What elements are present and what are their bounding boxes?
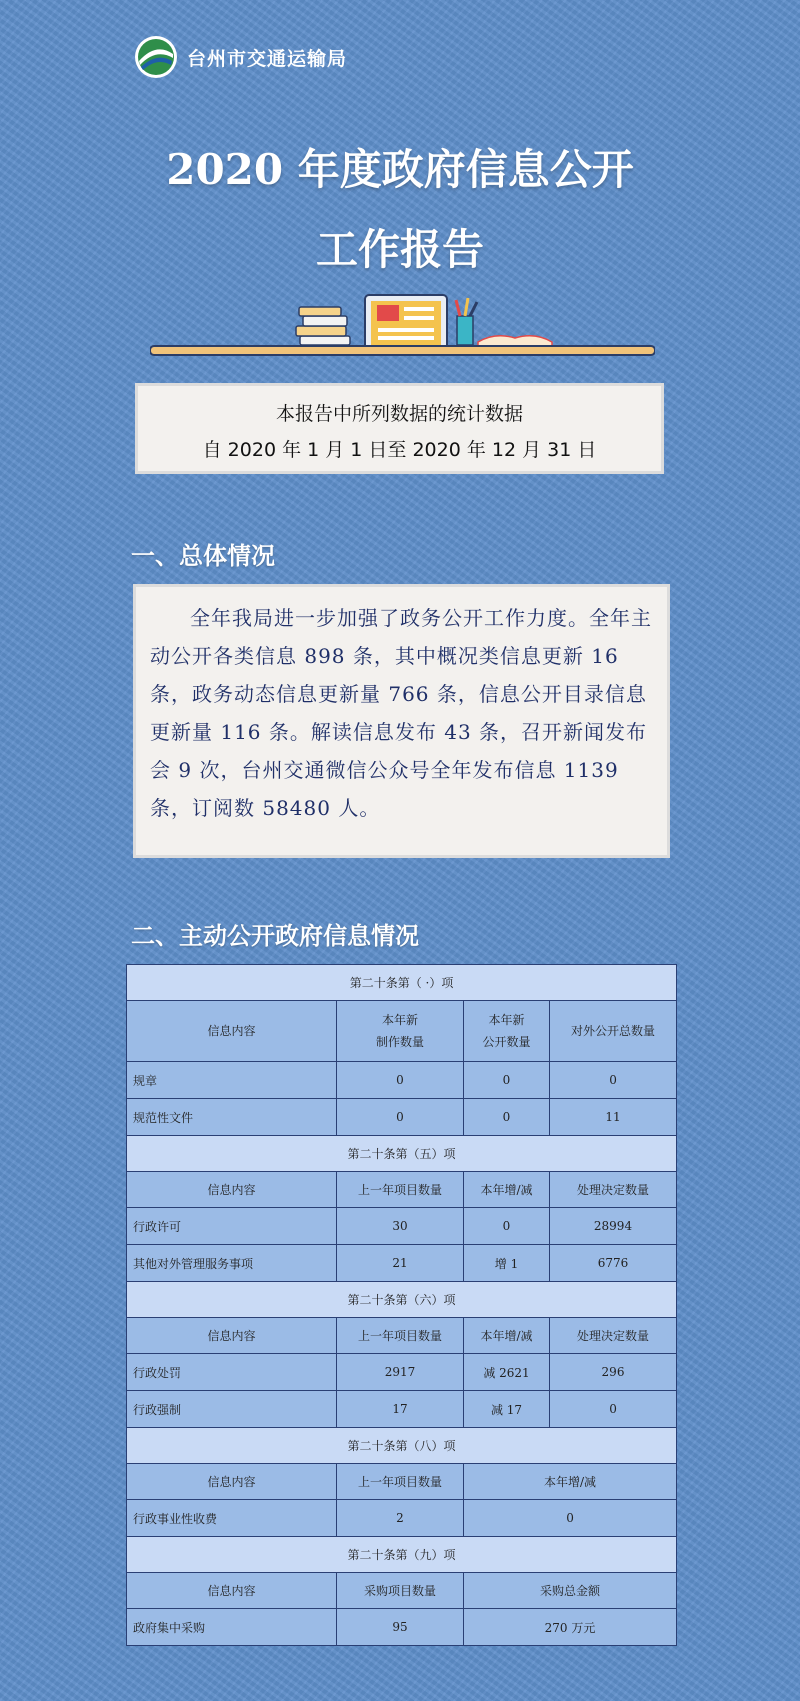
proactive-disclosure-table	[126, 964, 677, 1646]
table-row	[127, 1099, 677, 1136]
table-section-header	[127, 1537, 677, 1573]
table-cell: 0	[464, 1062, 550, 1099]
proactive-disclosure-section-title: 二、主动公开政府信息情况	[131, 922, 419, 950]
column-header: 信息内容	[127, 1318, 337, 1354]
column-header: 采购项目数量	[337, 1573, 464, 1609]
table-section-header	[127, 965, 677, 1001]
row-label: 规范性文件	[127, 1099, 337, 1136]
table-row	[127, 1391, 677, 1428]
column-header: 信息内容	[127, 1001, 337, 1062]
table-section-header	[127, 1136, 677, 1172]
table-cell: 减 2621	[464, 1354, 550, 1391]
column-header: 信息内容	[127, 1172, 337, 1208]
row-label: 行政强制	[127, 1391, 337, 1428]
section-title-cell: 第二十条第（ ·）项	[127, 965, 677, 1001]
row-label: 行政事业性收费	[127, 1500, 337, 1537]
statistics-period-box	[135, 383, 664, 474]
period-line-2: 自 2020 年 1 月 1 日至 2020 年 12 月 31 日	[202, 439, 597, 461]
table-cell: 30	[337, 1208, 464, 1245]
row-label: 规章	[127, 1062, 337, 1099]
report-title-line2: 工作报告	[315, 225, 484, 274]
table-cell: 21	[337, 1245, 464, 1282]
table-cell: 0	[337, 1099, 464, 1136]
row-label: 行政许可	[127, 1208, 337, 1245]
table-section-header	[127, 1428, 677, 1464]
table-row	[127, 1354, 677, 1391]
column-header: 上一年项目数量	[337, 1318, 464, 1354]
column-header: 本年增/减	[464, 1318, 550, 1354]
section-title-cell: 第二十条第（九）项	[127, 1537, 677, 1573]
desk-illustration	[150, 292, 655, 367]
column-header-text: 本年新 制作数量	[375, 1013, 424, 1049]
table-cell: 0	[550, 1062, 677, 1099]
table-cell: 28994	[550, 1208, 677, 1245]
table-cell: 6776	[550, 1245, 677, 1282]
table-cell: 0	[550, 1391, 677, 1428]
table-header-row	[127, 1573, 677, 1609]
table-cell: 2	[337, 1500, 464, 1537]
column-header: 信息内容	[127, 1464, 337, 1500]
table-cell: 17	[337, 1391, 464, 1428]
table-cell: 减 17	[464, 1391, 550, 1428]
section-title-cell: 第二十条第（六）项	[127, 1282, 677, 1318]
section-title-cell: 第二十条第（五）项	[127, 1136, 677, 1172]
table-row	[127, 1208, 677, 1245]
column-header: 处理决定数量	[550, 1318, 677, 1354]
table-cell: 0	[464, 1208, 550, 1245]
table-cell: 11	[550, 1099, 677, 1136]
taizhou-transport-logo-icon	[133, 34, 179, 80]
column-header	[464, 1001, 550, 1062]
column-header: 信息内容	[127, 1573, 337, 1609]
org-name: 台州市交通运输局	[187, 47, 348, 70]
row-label: 其他对外管理服务事项	[127, 1245, 337, 1282]
column-header: 采购总金额	[464, 1573, 677, 1609]
table-header-row	[127, 1001, 677, 1062]
table-cell: 270 万元	[464, 1609, 677, 1646]
table-row	[127, 1062, 677, 1099]
table-cell: 增 1	[464, 1245, 550, 1282]
table-cell: 0	[337, 1062, 464, 1099]
table-header-row	[127, 1318, 677, 1354]
table-cell: 0	[464, 1500, 677, 1537]
column-header	[337, 1001, 464, 1062]
table-header-row	[127, 1464, 677, 1500]
table-cell: 95	[337, 1609, 464, 1646]
overview-summary-box	[133, 584, 670, 858]
table-row	[127, 1609, 677, 1646]
column-header: 对外公开总数量	[550, 1001, 677, 1062]
column-header: 本年增/减	[464, 1172, 550, 1208]
overview-section-title: 一、总体情况	[131, 542, 275, 570]
table-row	[127, 1245, 677, 1282]
table-cell: 2917	[337, 1354, 464, 1391]
column-header: 本年增/减	[464, 1464, 677, 1500]
table-cell: 296	[550, 1354, 677, 1391]
table-cell: 0	[464, 1099, 550, 1136]
row-label: 行政处罚	[127, 1354, 337, 1391]
report-title-line1: 2020 年度政府信息公开	[166, 145, 634, 194]
row-label: 政府集中采购	[127, 1609, 337, 1646]
table-header-row	[127, 1172, 677, 1208]
column-header: 上一年项目数量	[337, 1172, 464, 1208]
period-line-1: 本报告中所列数据的统计数据	[275, 403, 523, 425]
column-header: 上一年项目数量	[337, 1464, 464, 1500]
column-header-text: 本年新 公开数量	[482, 1013, 531, 1049]
table-section-header	[127, 1282, 677, 1318]
table-row	[127, 1500, 677, 1537]
section-title-cell: 第二十条第（八）项	[127, 1428, 677, 1464]
org-logo	[133, 34, 347, 80]
overview-summary-text: 全年我局进一步加强了政务公开工作力度。全年主动公开各类信息 898 条，其中概况类信息更新 16 条，政务动态信息更新量 766 条，信息公开目录信息更新量 116 条。解读信息发布 43 条，召开新闻发布会 9 次，台州交通微信公众号全年发布信息 1139 条，订阅数 58480 人。	[150, 606, 652, 820]
column-header: 处理决定数量	[550, 1172, 677, 1208]
